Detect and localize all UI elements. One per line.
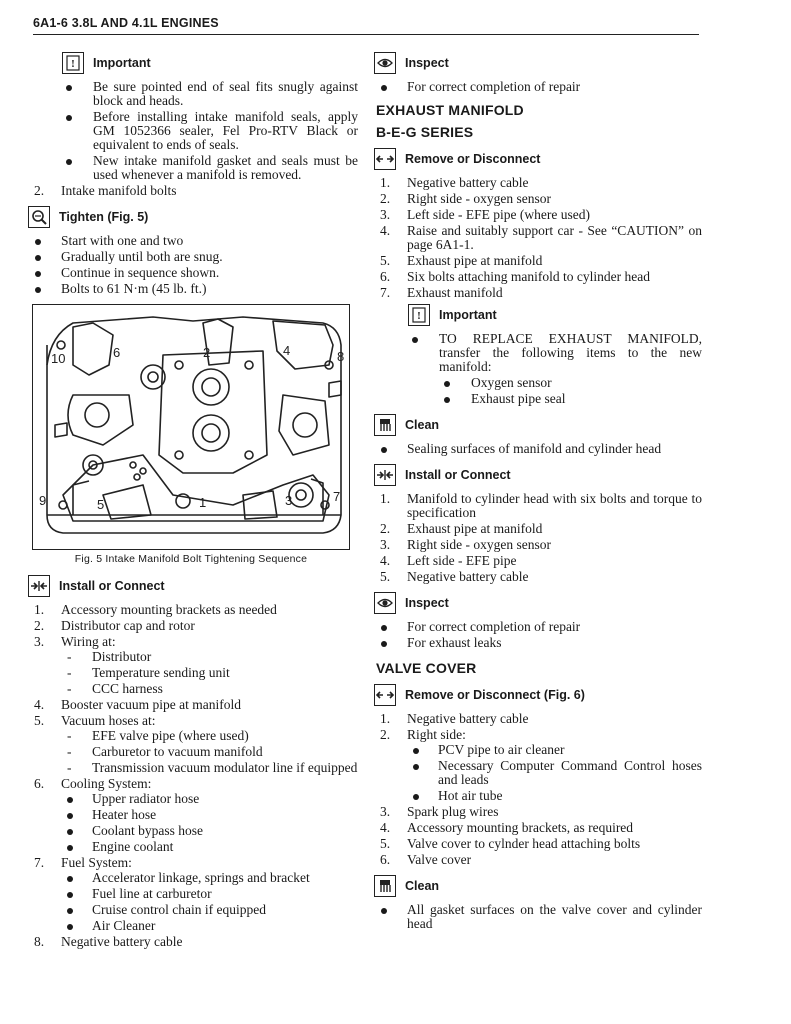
sub-item: - CCC harness [61, 682, 358, 696]
list-item [28, 698, 358, 712]
list-item [28, 714, 358, 775]
list-item [374, 192, 702, 206]
clean-label: Clean [405, 879, 440, 893]
item-number: 6. [34, 776, 45, 791]
section-title-valve-cover: VALVE COVER [376, 660, 477, 676]
list-item: Sealing surfaces of manifold and cylinder head [374, 442, 702, 456]
remove-arrows-icon [374, 684, 396, 706]
inspect-label: Inspect [405, 56, 449, 70]
bolt-number-7: 7 [333, 489, 341, 504]
item-text: Fuel System: [61, 855, 132, 870]
list-item [374, 570, 702, 584]
item-number: 3. [380, 804, 391, 819]
item-text: Exhaust pipe at manifold [407, 521, 543, 536]
list-item [374, 853, 702, 867]
bolt-number-3: 3 [285, 493, 293, 508]
item-text: Right side - oxygen sensor [407, 537, 551, 552]
install-list [28, 603, 358, 949]
clean-label: Clean [405, 418, 440, 432]
list-item [28, 603, 358, 617]
item-number: 5. [380, 569, 391, 584]
item-text: Cooling System: [61, 776, 152, 791]
section-title-exhaust-manifold: EXHAUST MANIFOLD [376, 102, 524, 118]
bolt-number-9: 9 [39, 493, 47, 508]
sub-item: PCV pipe to air cleaner [407, 743, 702, 757]
important-heading [62, 50, 358, 76]
list-item [374, 728, 702, 803]
install-label: Install or Connect [405, 468, 511, 482]
list-item [374, 224, 702, 252]
sub-item: Exhaust pipe seal [374, 392, 702, 406]
clean-brush-icon [374, 875, 396, 897]
item-text: Intake manifold bolts [61, 183, 177, 198]
item-number: 1. [34, 602, 45, 617]
clean-heading [374, 412, 702, 438]
important-list [374, 332, 702, 374]
sub-item: Heater hose [61, 808, 358, 822]
item-text: Accessory mounting brackets, as required [407, 820, 634, 835]
item-number: 4. [34, 697, 45, 712]
item-number: 5. [380, 836, 391, 851]
bolt-number-1: 1 [199, 495, 207, 510]
item-text: Left side - EFE pipe [407, 553, 517, 568]
list-item [28, 635, 358, 696]
list-item [28, 184, 358, 198]
list-item [374, 254, 702, 268]
clean-brush-icon [374, 414, 396, 436]
item-number: 2. [380, 521, 391, 536]
bolt-number-5: 5 [97, 497, 105, 512]
inspect-list [374, 80, 702, 94]
item-text: Spark plug wires [407, 804, 499, 819]
list-item: New intake manifold gasket and seals must be used whenever a manifold is removed. [28, 154, 358, 182]
sub-item: Necessary Computer Command Control hoses and leads [407, 759, 702, 787]
tighten-heading [28, 204, 358, 230]
important-label: Important [93, 56, 151, 70]
list-item: Bolts to 61 N·m (45 lb. ft.) [28, 282, 358, 296]
item-number: 1. [380, 491, 391, 506]
inspect-eye-icon [374, 52, 396, 74]
item-text: Valve cover to cylnder head attaching bolts [407, 836, 641, 851]
remove-list [374, 712, 702, 867]
item-number: 2. [380, 191, 391, 206]
list-item: Be sure pointed end of seal fits snugly against block and heads. [28, 80, 358, 108]
left-column [28, 48, 358, 951]
wiring-sublist [61, 650, 358, 696]
svg-text:!: ! [417, 310, 421, 322]
tighten-label: Tighten (Fig. 5) [59, 210, 149, 224]
sub-item: Engine coolant [61, 840, 358, 854]
inspect-heading [374, 590, 702, 616]
install-arrows-icon [28, 575, 50, 597]
inspect-eye-icon [374, 592, 396, 614]
item-text: Negative battery cable [407, 175, 529, 190]
list-item [374, 208, 702, 222]
item-text: Vacuum hoses at: [61, 713, 156, 728]
torque-wrench-icon [28, 206, 50, 228]
remove-heading [374, 682, 702, 708]
item-text: Right side: [407, 727, 466, 742]
item-text: Exhaust manifold [407, 285, 503, 300]
item-text: Raise and suitably support car - See “CAUTION” on page 6A1-1. [407, 223, 702, 252]
important-icon [62, 52, 84, 74]
clean-list [374, 442, 702, 456]
list-item: For correct completion of repair [374, 80, 702, 94]
list-item [374, 522, 702, 536]
item-text: Negative battery cable [61, 934, 183, 949]
list-item [28, 619, 358, 633]
install-label: Install or Connect [59, 579, 165, 593]
item-number: 3. [34, 634, 45, 649]
sub-item: Coolant bypass hose [61, 824, 358, 838]
sub-item: - EFE valve pipe (where used) [61, 729, 358, 743]
install-arrows-icon [374, 464, 396, 486]
fuel-sublist [61, 871, 358, 933]
bolt-number-6: 6 [113, 345, 121, 360]
remove-label: Remove or Disconnect [405, 152, 541, 166]
remove-list [374, 176, 702, 300]
item-number: 1. [380, 711, 391, 726]
install-heading [374, 462, 702, 488]
item-number: 3. [380, 207, 391, 222]
item-number: 7. [380, 285, 391, 300]
install-list [374, 492, 702, 584]
list-item: For correct completion of repair [374, 620, 702, 634]
bolt-number-2: 2 [203, 345, 211, 360]
sub-item: Fuel line at carburetor [61, 887, 358, 901]
page-header [33, 14, 699, 35]
sub-item: Oxygen sensor [374, 376, 702, 390]
remove-heading [374, 146, 702, 172]
item-number: 1. [380, 175, 391, 190]
important-label: Important [439, 308, 497, 322]
list-item: Start with one and two [28, 234, 358, 248]
page-header-title: 6A1-6 3.8L AND 4.1L ENGINES [33, 16, 219, 30]
item-number: 2. [380, 727, 391, 742]
item-text: Negative battery cable [407, 569, 529, 584]
list-item [374, 712, 702, 726]
item-text: Right side - oxygen sensor [407, 191, 551, 206]
intake-manifold-figure [32, 304, 350, 550]
clean-list [374, 903, 702, 931]
important-heading [408, 302, 702, 328]
item-number: 5. [34, 713, 45, 728]
bolt-number-4: 4 [283, 343, 291, 358]
list-item [374, 821, 702, 835]
item-text: Left side - EFE pipe (where used) [407, 207, 590, 222]
item-text: Wiring at: [61, 634, 116, 649]
vacuum-sublist [61, 729, 358, 775]
item-text: Negative battery cable [407, 711, 529, 726]
list-item [374, 270, 702, 284]
right-side-sublist [407, 743, 702, 803]
sub-item: Cruise control chain if equipped [61, 903, 358, 917]
item-number: 4. [380, 223, 391, 238]
clean-heading [374, 873, 702, 899]
inspect-label: Inspect [405, 596, 449, 610]
cooling-sublist [61, 792, 358, 854]
important-icon [408, 304, 430, 326]
inspect-list [374, 620, 702, 650]
sub-item: - Distributor [61, 650, 358, 664]
sub-item: Upper radiator hose [61, 792, 358, 806]
list-item [28, 777, 358, 854]
list-item: Before installing intake manifold seals, apply GM 1052366 sealer, Fel Pro-RTV Black or equivalent to ends of seals. [28, 110, 358, 152]
list-item: TO REPLACE EXHAUST MANIFOLD, transfer the following items to the new manifold: [374, 332, 702, 374]
item-number: 4. [380, 553, 391, 568]
sub-item: Accelerator linkage, springs and bracket [61, 871, 358, 885]
item-number: 4. [380, 820, 391, 835]
item-text: Valve cover [407, 852, 472, 867]
list-item: For exhaust leaks [374, 636, 702, 650]
bolt-number-10: 10 [51, 351, 66, 366]
item-number: 3. [380, 537, 391, 552]
item-text: Manifold to cylinder head with six bolts and torque to specification [407, 491, 702, 520]
list-item [374, 554, 702, 568]
list-item [374, 176, 702, 190]
remove-label: Remove or Disconnect (Fig. 6) [405, 688, 585, 702]
sub-item: Air Cleaner [61, 919, 358, 933]
item-text: Accessory mounting brackets as needed [61, 602, 277, 617]
list-item: Gradually until both are snug. [28, 250, 358, 264]
item-text: Booster vacuum pipe at manifold [61, 697, 241, 712]
sub-item: - Carburetor to vacuum manifold [61, 745, 358, 759]
intake-manifold-drawing [33, 305, 349, 549]
bolts-step [28, 184, 358, 198]
inspect-heading [374, 50, 702, 76]
tighten-list [28, 234, 358, 296]
item-number: 2. [34, 618, 45, 633]
item-number: 7. [34, 855, 45, 870]
item-text: Exhaust pipe at manifold [407, 253, 543, 268]
item-number: 5. [380, 253, 391, 268]
item-number: 8. [34, 934, 45, 949]
list-item [374, 538, 702, 552]
list-item [28, 935, 358, 949]
sub-item: Hot air tube [407, 789, 702, 803]
sub-item: - Transmission vacuum modulator line if equipped [61, 761, 358, 775]
figure-caption: Fig. 5 Intake Manifold Bolt Tightening Sequence [74, 553, 308, 565]
bolt-number-8: 8 [337, 349, 345, 364]
important-sublist [374, 376, 702, 406]
list-item [374, 837, 702, 851]
sub-item: - Temperature sending unit [61, 666, 358, 680]
list-item [374, 286, 702, 300]
svg-text:!: ! [71, 58, 75, 70]
item-number: 6. [380, 269, 391, 284]
item-number: 2. [34, 183, 45, 198]
list-item [374, 492, 702, 520]
item-number: 6. [380, 852, 391, 867]
list-item: Continue in sequence shown. [28, 266, 358, 280]
important-list [28, 80, 358, 182]
list-item [28, 856, 358, 933]
list-item [374, 805, 702, 819]
right-column [374, 48, 702, 933]
list-item: All gasket surfaces on the valve cover and cylinder head [374, 903, 702, 931]
item-text: Distributor cap and rotor [61, 618, 195, 633]
install-heading [28, 573, 358, 599]
remove-arrows-icon [374, 148, 396, 170]
item-text: Six bolts attaching manifold to cylinder head [407, 269, 650, 284]
section-subtitle-beg-series: B-E-G SERIES [376, 124, 474, 140]
